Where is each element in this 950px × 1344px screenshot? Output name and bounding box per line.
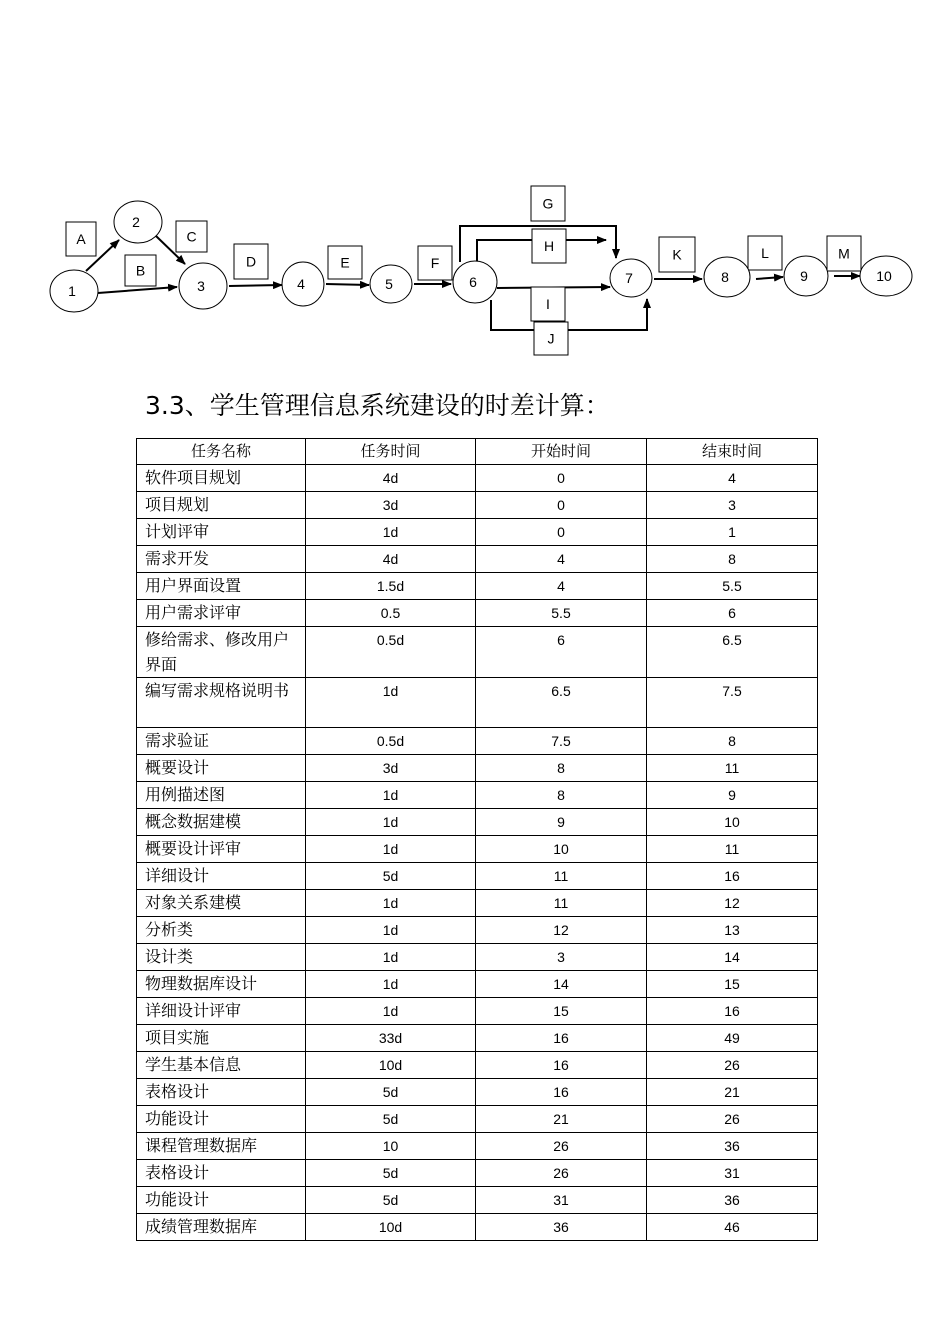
task-name-cell: 表格设计	[137, 1078, 306, 1105]
activity-label-box	[66, 222, 96, 256]
task-name-cell: 成绩管理数据库	[137, 1213, 306, 1240]
task-duration-cell: 1d	[306, 835, 476, 862]
task-duration-cell: 5d	[306, 1186, 476, 1213]
task-duration-cell: 5d	[306, 1078, 476, 1105]
table-row	[137, 781, 818, 808]
node-label: 10	[876, 268, 892, 284]
activity-label-box	[532, 229, 566, 263]
table-row	[137, 518, 818, 545]
node-label: 1	[68, 283, 76, 299]
activity-label: I	[546, 296, 550, 312]
start-time-cell: 16	[476, 1051, 647, 1078]
task-duration-cell: 5d	[306, 1105, 476, 1132]
activity-label-box	[418, 246, 452, 280]
task-duration-cell: 1d	[306, 889, 476, 916]
start-time-cell: 16	[476, 1078, 647, 1105]
start-time-cell: 3	[476, 943, 647, 970]
end-time-cell: 13	[647, 916, 818, 943]
task-name-cell: 功能设计	[137, 1186, 306, 1213]
end-time-cell: 3	[647, 491, 818, 518]
start-time-cell: 26	[476, 1159, 647, 1186]
task-duration-cell: 4d	[306, 464, 476, 491]
activity-arrow	[98, 287, 177, 293]
activity-arrow	[491, 299, 647, 330]
activity-label: M	[838, 245, 850, 262]
task-name-cell: 详细设计评审	[137, 997, 306, 1024]
start-time-cell: 16	[476, 1024, 647, 1051]
network-node	[860, 256, 912, 296]
start-time-cell: 8	[476, 754, 647, 781]
start-time-cell: 5.5	[476, 599, 647, 626]
activity-label-box	[534, 322, 568, 355]
activity-label-box	[234, 244, 268, 279]
task-duration-cell: 1d	[306, 943, 476, 970]
network-node	[114, 201, 162, 243]
task-duration-cell: 0.5d	[306, 727, 476, 754]
table-row	[137, 835, 818, 862]
task-time-table	[136, 438, 818, 1241]
table-row	[137, 1186, 818, 1213]
table-row	[137, 626, 818, 677]
start-time-cell: 8	[476, 781, 647, 808]
start-time-cell: 0	[476, 464, 647, 491]
table-row	[137, 862, 818, 889]
task-name-cell: 分析类	[137, 916, 306, 943]
task-name-cell: 需求开发	[137, 545, 306, 572]
node-label: 8	[721, 269, 729, 285]
table-row	[137, 464, 818, 491]
end-time-cell: 49	[647, 1024, 818, 1051]
node-label: 9	[800, 268, 808, 284]
end-time-cell: 21	[647, 1078, 818, 1105]
activity-network-diagram	[0, 0, 950, 370]
network-node	[704, 257, 750, 297]
task-name-cell: 对象关系建模	[137, 889, 306, 916]
table-row	[137, 808, 818, 835]
start-time-cell: 7.5	[476, 727, 647, 754]
task-duration-cell: 0.5d	[306, 626, 476, 677]
task-duration-cell: 1d	[306, 781, 476, 808]
activity-label-box	[176, 221, 207, 252]
activity-label-box	[827, 236, 861, 271]
activity-label-box	[531, 186, 565, 221]
task-name-cell: 学生基本信息	[137, 1051, 306, 1078]
start-time-cell: 31	[476, 1186, 647, 1213]
task-duration-cell: 10d	[306, 1213, 476, 1240]
end-time-cell: 10	[647, 808, 818, 835]
start-time-cell: 26	[476, 1132, 647, 1159]
end-time-cell: 14	[647, 943, 818, 970]
end-time-cell: 6	[647, 599, 818, 626]
start-time-cell: 0	[476, 491, 647, 518]
task-duration-cell: 1d	[306, 916, 476, 943]
task-duration-cell: 3d	[306, 754, 476, 781]
start-time-cell: 21	[476, 1105, 647, 1132]
task-duration-cell: 4d	[306, 545, 476, 572]
task-duration-cell: 5d	[306, 1159, 476, 1186]
task-duration-cell: 10d	[306, 1051, 476, 1078]
end-time-cell: 16	[647, 997, 818, 1024]
header-end-time: 结束时间	[647, 439, 818, 465]
table-row	[137, 677, 818, 727]
task-duration-cell: 0.5	[306, 599, 476, 626]
end-time-cell: 12	[647, 889, 818, 916]
task-name-cell: 修给需求、修改用户界面	[137, 626, 306, 677]
task-name-cell: 项目实施	[137, 1024, 306, 1051]
activity-label: G	[542, 195, 554, 212]
task-duration-cell: 1d	[306, 808, 476, 835]
network-node	[282, 262, 324, 306]
end-time-cell: 6.5	[647, 626, 818, 677]
end-time-cell: 4	[647, 464, 818, 491]
activity-label: D	[245, 253, 257, 270]
end-time-cell: 36	[647, 1132, 818, 1159]
table-body	[137, 464, 818, 1240]
node-label: 4	[297, 276, 305, 292]
table-row	[137, 1105, 818, 1132]
network-node	[784, 256, 828, 296]
task-name-cell: 需求验证	[137, 727, 306, 754]
end-time-cell: 5.5	[647, 572, 818, 599]
activity-label: J	[547, 330, 555, 347]
activity-label: H	[543, 238, 555, 254]
task-duration-cell: 1.5d	[306, 572, 476, 599]
table-row	[137, 1078, 818, 1105]
task-duration-cell: 1d	[306, 997, 476, 1024]
network-node	[453, 261, 497, 303]
task-name-cell: 项目规划	[137, 491, 306, 518]
activity-arrow	[756, 277, 783, 279]
task-name-cell: 表格设计	[137, 1159, 306, 1186]
table-row	[137, 727, 818, 754]
end-time-cell: 31	[647, 1159, 818, 1186]
start-time-cell: 15	[476, 997, 647, 1024]
end-time-cell: 15	[647, 970, 818, 997]
task-name-cell: 概念数据建模	[137, 808, 306, 835]
end-time-cell: 1	[647, 518, 818, 545]
start-time-cell: 4	[476, 572, 647, 599]
task-duration-cell: 1d	[306, 518, 476, 545]
table-header-row	[137, 439, 818, 465]
start-time-cell: 36	[476, 1213, 647, 1240]
start-time-cell: 14	[476, 970, 647, 997]
start-time-cell: 11	[476, 862, 647, 889]
network-node	[370, 265, 412, 303]
node-label: 6	[469, 274, 477, 290]
end-time-cell: 46	[647, 1213, 818, 1240]
task-name-cell: 编写需求规格说明书	[137, 677, 306, 727]
activity-arrow	[326, 284, 369, 285]
activity-label-box	[125, 255, 156, 286]
table-row	[137, 754, 818, 781]
section-heading: 3.3、学生管理信息系统建设的时差计算：	[145, 391, 610, 420]
network-nodes	[50, 201, 912, 312]
header-task-name: 任务名称	[137, 439, 306, 465]
task-name-cell: 概要设计评审	[137, 835, 306, 862]
task-duration-cell: 1d	[306, 677, 476, 727]
node-label: 3	[197, 278, 205, 294]
end-time-cell: 11	[647, 754, 818, 781]
table-row	[137, 1051, 818, 1078]
table-row	[137, 889, 818, 916]
end-time-cell: 26	[647, 1051, 818, 1078]
table-row	[137, 491, 818, 518]
table-row	[137, 1132, 818, 1159]
header-task-duration: 任务时间	[306, 439, 476, 465]
end-time-cell: 8	[647, 727, 818, 754]
task-name-cell: 功能设计	[137, 1105, 306, 1132]
start-time-cell: 0	[476, 518, 647, 545]
table-row	[137, 545, 818, 572]
node-label: 5	[385, 276, 393, 292]
activity-label-box	[659, 237, 695, 272]
start-time-cell: 11	[476, 889, 647, 916]
activity-label-box	[328, 246, 362, 279]
task-duration-cell: 33d	[306, 1024, 476, 1051]
activity-label: B	[135, 262, 146, 279]
start-time-cell: 6.5	[476, 677, 647, 727]
end-time-cell: 8	[647, 545, 818, 572]
task-name-cell: 用例描述图	[137, 781, 306, 808]
activity-label-box	[748, 236, 782, 270]
table-row	[137, 997, 818, 1024]
end-time-cell: 9	[647, 781, 818, 808]
activity-label: A	[76, 231, 86, 247]
task-name-cell: 物理数据库设计	[137, 970, 306, 997]
activity-label-box	[531, 287, 565, 321]
node-label: 7	[625, 270, 633, 286]
task-name-cell: 用户界面设置	[137, 572, 306, 599]
end-time-cell: 36	[647, 1186, 818, 1213]
activity-label: C	[186, 228, 197, 245]
end-time-cell: 7.5	[647, 677, 818, 727]
network-node	[610, 259, 652, 297]
end-time-cell: 11	[647, 835, 818, 862]
network-node	[179, 263, 227, 309]
task-duration-cell: 10	[306, 1132, 476, 1159]
table-row	[137, 916, 818, 943]
table-row	[137, 970, 818, 997]
start-time-cell: 4	[476, 545, 647, 572]
end-time-cell: 16	[647, 862, 818, 889]
task-name-cell: 软件项目规划	[137, 464, 306, 491]
start-time-cell: 12	[476, 916, 647, 943]
task-name-cell: 详细设计	[137, 862, 306, 889]
task-duration-cell: 1d	[306, 970, 476, 997]
table-row	[137, 572, 818, 599]
table-row	[137, 1159, 818, 1186]
table-row	[137, 599, 818, 626]
task-name-cell: 设计类	[137, 943, 306, 970]
start-time-cell: 10	[476, 835, 647, 862]
activity-arrow	[229, 285, 282, 286]
task-name-cell: 计划评审	[137, 518, 306, 545]
start-time-cell: 6	[476, 626, 647, 677]
table-row	[137, 1024, 818, 1051]
activity-label: K	[672, 246, 682, 263]
table-row	[137, 1213, 818, 1240]
task-duration-cell: 5d	[306, 862, 476, 889]
node-label: 2	[132, 214, 140, 230]
activity-label: F	[430, 255, 440, 271]
task-name-cell: 用户需求评审	[137, 599, 306, 626]
end-time-cell: 26	[647, 1105, 818, 1132]
task-name-cell: 概要设计	[137, 754, 306, 781]
activity-label: L	[761, 245, 769, 261]
activity-label: E	[340, 254, 350, 271]
header-start-time: 开始时间	[476, 439, 647, 465]
network-node	[50, 270, 98, 312]
task-duration-cell: 3d	[306, 491, 476, 518]
task-name-cell: 课程管理数据库	[137, 1132, 306, 1159]
table-row	[137, 943, 818, 970]
start-time-cell: 9	[476, 808, 647, 835]
